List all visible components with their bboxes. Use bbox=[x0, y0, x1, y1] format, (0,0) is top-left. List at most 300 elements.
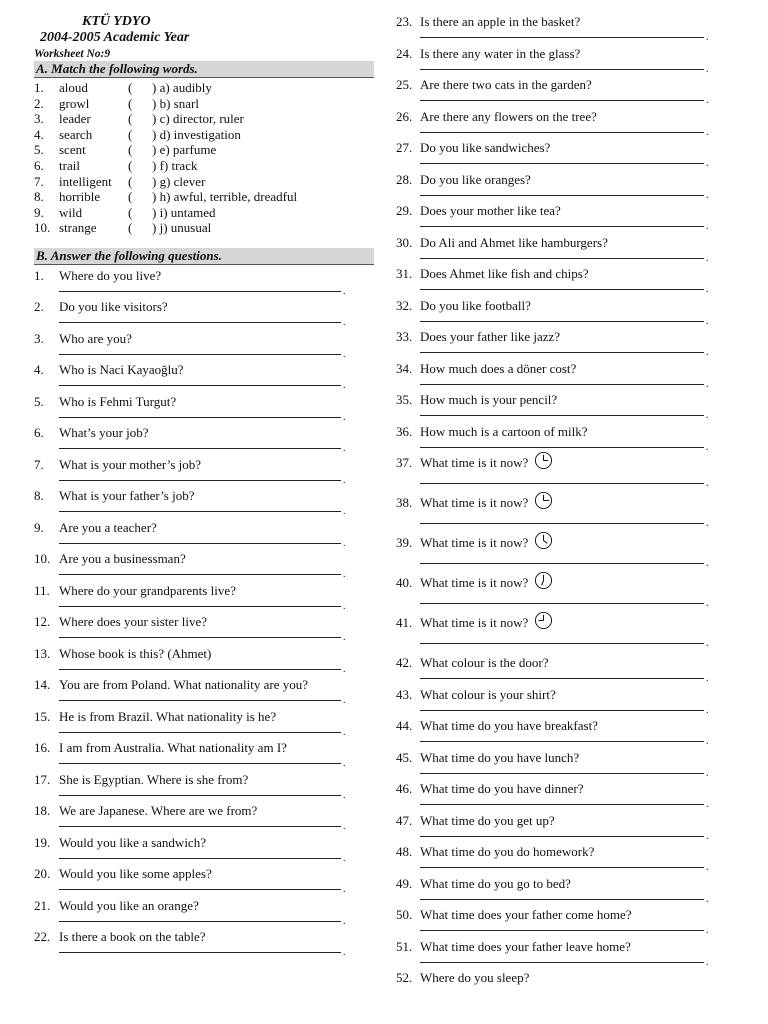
answer-period: . bbox=[343, 789, 346, 801]
answer-line[interactable] bbox=[420, 346, 712, 358]
match-number: 5. bbox=[34, 142, 44, 158]
match-blank[interactable]: ( bbox=[128, 157, 133, 173]
answer-line[interactable] bbox=[420, 477, 712, 489]
answer-period: . bbox=[706, 799, 709, 810]
question-number: 40. bbox=[396, 575, 413, 590]
answer-underline bbox=[59, 385, 341, 386]
question-number: 25. bbox=[396, 77, 413, 92]
question-item bbox=[396, 14, 716, 46]
question-text: What is your mother’s job? bbox=[59, 456, 202, 472]
question-item bbox=[396, 615, 716, 655]
match-word: aloud bbox=[59, 80, 88, 95]
answer-underline bbox=[420, 352, 704, 353]
question-item bbox=[396, 172, 716, 204]
answer-period: . bbox=[343, 506, 346, 518]
question-text: What is your father’s job? bbox=[59, 488, 195, 504]
answer-line[interactable] bbox=[420, 956, 712, 968]
answer-underline bbox=[420, 643, 704, 644]
question-text: How much does a döner cost? bbox=[420, 360, 577, 376]
question-item bbox=[396, 939, 716, 971]
answer-underline bbox=[420, 899, 704, 900]
answer-line[interactable] bbox=[420, 189, 712, 201]
answer-line[interactable] bbox=[420, 672, 712, 684]
question-item bbox=[34, 803, 374, 835]
question-number: 47. bbox=[396, 812, 413, 828]
match-word: search bbox=[59, 126, 93, 142]
answer-period: . bbox=[343, 348, 346, 360]
question-item bbox=[34, 457, 374, 489]
answer-period: . bbox=[343, 663, 346, 675]
answer-underline bbox=[420, 773, 704, 774]
clock-icon bbox=[534, 571, 553, 590]
question-text: What time is it now? bbox=[420, 615, 529, 630]
question-item bbox=[396, 495, 716, 535]
answer-period: . bbox=[706, 252, 709, 264]
answer-underline bbox=[420, 415, 704, 416]
answer-underline bbox=[59, 858, 341, 859]
answer-period: . bbox=[706, 830, 709, 842]
question-item bbox=[396, 718, 716, 750]
question-text: Is there a book on the table? bbox=[59, 929, 206, 945]
answer-line[interactable] bbox=[59, 694, 347, 707]
answer-line[interactable] bbox=[420, 31, 712, 43]
question-number: 24. bbox=[396, 45, 413, 61]
answer-period: . bbox=[706, 315, 709, 327]
question-item bbox=[34, 772, 374, 804]
answer-underline bbox=[420, 483, 704, 484]
match-number: 3. bbox=[34, 111, 44, 127]
question-number: 12. bbox=[34, 614, 51, 630]
question-item bbox=[396, 424, 716, 456]
question-text: Where do you live? bbox=[59, 267, 162, 283]
question-text: Would you like some apples? bbox=[59, 866, 212, 882]
answer-line[interactable] bbox=[59, 757, 347, 770]
question-item bbox=[396, 361, 716, 393]
answer-underline bbox=[59, 354, 341, 355]
question-text: Who is Fehmi Turgut? bbox=[59, 393, 177, 409]
question-item bbox=[396, 140, 716, 172]
match-blank[interactable]: ( bbox=[128, 126, 133, 142]
clock-icon bbox=[534, 611, 553, 630]
question-number: 32. bbox=[396, 297, 413, 313]
question-number: 41. bbox=[396, 615, 413, 630]
answer-underline bbox=[420, 69, 704, 70]
answer-underline bbox=[420, 563, 704, 564]
answer-period: . bbox=[343, 915, 346, 927]
match-number: 2. bbox=[34, 95, 44, 111]
question-number: 50. bbox=[396, 907, 413, 922]
question-number: 49. bbox=[396, 875, 413, 891]
question-item bbox=[34, 898, 374, 930]
question-text: Do you like oranges? bbox=[420, 171, 531, 187]
question-number: 1. bbox=[34, 267, 44, 283]
answer-underline bbox=[59, 543, 341, 544]
answer-line[interactable] bbox=[420, 893, 712, 905]
match-blank[interactable]: ( bbox=[128, 80, 133, 95]
question-number: 35. bbox=[396, 392, 413, 407]
question-item bbox=[34, 646, 374, 678]
question-text: What time do you have dinner? bbox=[420, 781, 584, 796]
question-item bbox=[34, 299, 374, 331]
question-list-left bbox=[34, 268, 374, 961]
answer-line[interactable] bbox=[420, 517, 712, 529]
question-item bbox=[34, 331, 374, 363]
question-item bbox=[34, 425, 374, 457]
answer-line[interactable] bbox=[59, 852, 347, 864]
answer-line[interactable] bbox=[420, 861, 712, 873]
question-text: I am from Australia. What nationality am I? bbox=[59, 740, 287, 756]
match-word: horrible bbox=[59, 189, 101, 205]
answer-period: . bbox=[706, 32, 709, 43]
question-number: 27. bbox=[396, 140, 413, 155]
answer-underline bbox=[420, 384, 704, 385]
answer-underline bbox=[420, 930, 704, 931]
answer-line[interactable] bbox=[59, 789, 347, 801]
match-row bbox=[34, 142, 374, 158]
answer-underline bbox=[420, 741, 704, 742]
answer-underline bbox=[59, 795, 341, 796]
question-text: How much is your pencil? bbox=[420, 392, 558, 407]
question-item bbox=[396, 535, 716, 575]
question-item bbox=[34, 866, 374, 898]
question-item bbox=[34, 614, 374, 646]
answer-line[interactable] bbox=[59, 379, 347, 392]
match-word: scent bbox=[59, 142, 86, 158]
answer-line[interactable] bbox=[59, 348, 347, 360]
match-definition: ) i) untamed bbox=[152, 204, 216, 220]
answer-period: . bbox=[706, 893, 709, 905]
answer-underline bbox=[420, 710, 704, 711]
question-number: 48. bbox=[396, 844, 413, 859]
answer-period: . bbox=[343, 600, 346, 612]
question-item bbox=[396, 876, 716, 908]
section-b bbox=[34, 248, 374, 961]
answer-underline bbox=[420, 37, 704, 38]
answer-underline bbox=[420, 962, 704, 963]
question-number: 18. bbox=[34, 803, 51, 819]
answer-line[interactable] bbox=[420, 597, 712, 609]
question-item bbox=[396, 298, 716, 330]
match-blank[interactable]: ( bbox=[128, 220, 133, 236]
match-row bbox=[34, 220, 374, 236]
match-word: intelligent bbox=[59, 173, 112, 189]
question-number: 37. bbox=[396, 455, 413, 470]
answer-period: . bbox=[343, 569, 346, 581]
answer-line[interactable] bbox=[420, 126, 712, 138]
question-text: Is there any water in the glass? bbox=[420, 45, 581, 61]
question-text: Would you like an orange? bbox=[59, 897, 199, 913]
question-item bbox=[34, 835, 374, 867]
answer-underline bbox=[59, 606, 341, 607]
answer-period: . bbox=[706, 189, 709, 201]
question-number: 29. bbox=[396, 203, 413, 218]
answer-line[interactable] bbox=[420, 924, 712, 936]
question-text: What time do you go to bed? bbox=[420, 875, 571, 891]
question-text: Who is Naci Kayaoğlu? bbox=[59, 362, 184, 378]
answer-underline bbox=[59, 669, 341, 670]
answer-period: . bbox=[343, 632, 346, 644]
answer-period: . bbox=[706, 558, 709, 569]
answer-period: . bbox=[706, 736, 709, 747]
question-item bbox=[396, 655, 716, 687]
match-blank[interactable]: ( bbox=[128, 173, 133, 189]
match-blank[interactable]: ( bbox=[128, 111, 133, 127]
match-row bbox=[34, 80, 374, 96]
question-text: Whose book is this? (Ahmet) bbox=[59, 645, 212, 661]
question-number: 30. bbox=[396, 234, 413, 250]
answer-line[interactable] bbox=[420, 637, 712, 649]
right-column bbox=[396, 14, 716, 1002]
answer-period: . bbox=[706, 673, 709, 684]
question-text: Where do you sleep? bbox=[420, 970, 530, 985]
question-text: Do you like visitors? bbox=[59, 299, 168, 315]
question-number: 46. bbox=[396, 781, 413, 796]
question-text: Who are you? bbox=[59, 330, 132, 346]
answer-underline bbox=[420, 678, 704, 679]
question-number: 5. bbox=[34, 393, 44, 409]
match-blank[interactable]: ( bbox=[128, 142, 133, 158]
question-item bbox=[396, 455, 716, 495]
question-number: 45. bbox=[396, 749, 413, 765]
question-item bbox=[396, 844, 716, 876]
clock-icon bbox=[534, 451, 553, 470]
answer-line[interactable] bbox=[59, 883, 347, 896]
answer-line[interactable] bbox=[59, 442, 347, 455]
answer-line[interactable] bbox=[59, 285, 347, 297]
question-text: Does your mother like tea? bbox=[420, 203, 561, 218]
match-row bbox=[34, 205, 374, 221]
question-number: 20. bbox=[34, 866, 51, 882]
answer-line[interactable] bbox=[420, 378, 712, 390]
answer-underline bbox=[420, 100, 704, 101]
answer-period: . bbox=[706, 478, 709, 489]
question-item bbox=[396, 392, 716, 424]
match-row bbox=[34, 189, 374, 205]
answer-period: . bbox=[706, 767, 709, 779]
answer-line[interactable] bbox=[59, 474, 347, 486]
match-blank[interactable]: ( bbox=[128, 204, 133, 220]
question-item bbox=[34, 929, 374, 961]
question-number: 28. bbox=[396, 171, 413, 187]
match-blank[interactable]: ( bbox=[128, 95, 133, 111]
match-word: leader bbox=[59, 111, 91, 127]
answer-line[interactable] bbox=[59, 915, 347, 927]
answer-underline bbox=[59, 574, 341, 575]
answer-underline bbox=[59, 511, 341, 512]
answer-period: . bbox=[706, 221, 709, 232]
answer-line[interactable] bbox=[420, 157, 712, 169]
answer-underline bbox=[59, 448, 341, 449]
answer-underline bbox=[420, 163, 704, 164]
answer-period: . bbox=[706, 862, 709, 873]
question-item bbox=[396, 575, 716, 615]
match-row bbox=[34, 111, 374, 127]
answer-period: . bbox=[343, 474, 346, 486]
answer-period: . bbox=[343, 285, 346, 297]
question-text: Do you like sandwiches? bbox=[420, 140, 551, 155]
answer-line[interactable] bbox=[420, 220, 712, 232]
answer-underline bbox=[59, 763, 341, 764]
answer-period: . bbox=[706, 441, 709, 453]
match-definition: ) f) track bbox=[152, 157, 198, 173]
answer-underline bbox=[59, 921, 341, 922]
question-text: What time is it now? bbox=[420, 455, 529, 470]
question-number: 21. bbox=[34, 897, 51, 913]
question-number: 44. bbox=[396, 718, 413, 733]
answer-period: . bbox=[343, 821, 346, 833]
question-number: 10. bbox=[34, 551, 51, 567]
question-item bbox=[34, 709, 374, 741]
answer-line[interactable] bbox=[59, 411, 347, 423]
match-number: 7. bbox=[34, 173, 44, 189]
match-row bbox=[34, 127, 374, 143]
answer-underline bbox=[420, 258, 704, 259]
match-definition: ) a) audibly bbox=[152, 80, 212, 95]
question-item bbox=[396, 77, 716, 109]
answer-underline bbox=[420, 289, 704, 290]
answer-line[interactable] bbox=[420, 409, 712, 421]
match-word: growl bbox=[59, 95, 90, 111]
match-definition: ) h) awful, terrible, dreadful bbox=[152, 189, 298, 205]
question-text: You are from Poland. What nationality are you? bbox=[59, 677, 308, 693]
question-item bbox=[34, 362, 374, 394]
answer-line[interactable] bbox=[420, 767, 712, 779]
answer-line[interactable] bbox=[59, 600, 347, 612]
question-text: We are Japanese. Where are we from? bbox=[59, 803, 258, 819]
match-row bbox=[34, 174, 374, 190]
answer-period: . bbox=[706, 63, 709, 75]
answer-underline bbox=[59, 480, 341, 481]
question-number: 38. bbox=[396, 495, 413, 510]
matching-list bbox=[34, 80, 374, 236]
match-definition: ) d) investigation bbox=[152, 126, 241, 142]
answer-underline bbox=[420, 523, 704, 524]
match-row bbox=[34, 158, 374, 174]
question-text: Are there any flowers on the tree? bbox=[420, 108, 597, 124]
answer-line[interactable] bbox=[59, 946, 347, 959]
question-text: Are you a businessman? bbox=[59, 551, 186, 567]
section-b-title: B. Answer the following questions. bbox=[34, 248, 374, 265]
match-definition: ) j) unusual bbox=[152, 220, 212, 236]
answer-period: . bbox=[343, 852, 346, 864]
answer-period: . bbox=[343, 537, 346, 549]
match-number: 10. bbox=[34, 220, 51, 236]
match-word: wild bbox=[59, 204, 83, 220]
answer-underline bbox=[59, 291, 341, 292]
answer-line[interactable] bbox=[420, 94, 712, 106]
answer-period: . bbox=[706, 598, 709, 609]
question-text: Does your father like jazz? bbox=[420, 329, 561, 344]
answer-line[interactable] bbox=[420, 441, 712, 453]
answer-line[interactable] bbox=[59, 505, 347, 518]
answer-line[interactable] bbox=[420, 798, 712, 810]
question-text: What time do you do homework? bbox=[420, 844, 595, 859]
question-number: 33. bbox=[396, 329, 413, 344]
answer-period: . bbox=[706, 95, 709, 106]
question-item bbox=[396, 907, 716, 939]
answer-line[interactable] bbox=[420, 704, 712, 716]
question-text: What’s your job? bbox=[59, 425, 149, 441]
answer-line[interactable] bbox=[420, 63, 712, 75]
institution-title: KTÜ YDYO bbox=[82, 14, 151, 29]
question-number: 31. bbox=[396, 266, 413, 281]
answer-line[interactable] bbox=[420, 252, 712, 264]
worksheet-number: Worksheet No:9 bbox=[34, 48, 111, 60]
answer-line[interactable] bbox=[59, 726, 347, 738]
answer-period: . bbox=[706, 518, 709, 529]
answer-underline bbox=[420, 804, 704, 805]
question-item bbox=[396, 687, 716, 719]
question-number: 43. bbox=[396, 686, 413, 702]
match-definition: ) e) parfume bbox=[152, 142, 217, 158]
question-number: 6. bbox=[34, 425, 44, 441]
question-number: 36. bbox=[396, 423, 413, 439]
match-number: 4. bbox=[34, 126, 44, 142]
answer-line[interactable] bbox=[420, 557, 712, 569]
answer-line[interactable] bbox=[420, 315, 712, 327]
answer-underline bbox=[420, 321, 704, 322]
question-text: She is Egyptian. Where is she from? bbox=[59, 771, 249, 787]
answer-period: . bbox=[343, 695, 346, 707]
answer-underline bbox=[59, 952, 341, 953]
answer-underline bbox=[420, 867, 704, 868]
question-item bbox=[34, 520, 374, 552]
match-blank[interactable]: ( bbox=[128, 189, 133, 205]
answer-line[interactable] bbox=[59, 663, 347, 675]
question-number: 4. bbox=[34, 362, 44, 378]
answer-line[interactable] bbox=[420, 283, 712, 295]
answer-line[interactable] bbox=[59, 316, 347, 329]
question-text: What time is it now? bbox=[420, 495, 529, 510]
question-text: Do you like football? bbox=[420, 297, 531, 313]
answer-line[interactable] bbox=[59, 537, 347, 549]
question-text: Is there an apple in the basket? bbox=[420, 14, 581, 29]
answer-line[interactable] bbox=[59, 820, 347, 833]
answer-period: . bbox=[343, 947, 346, 959]
answer-period: . bbox=[706, 378, 709, 390]
question-number: 26. bbox=[396, 108, 413, 124]
match-number: 1. bbox=[34, 80, 44, 95]
left-column bbox=[34, 14, 374, 961]
question-number: 13. bbox=[34, 645, 51, 661]
question-text: What time do you have breakfast? bbox=[420, 718, 598, 733]
answer-underline bbox=[59, 889, 341, 890]
question-item bbox=[396, 781, 716, 813]
answer-underline bbox=[59, 417, 341, 418]
question-item bbox=[396, 813, 716, 845]
question-text: What time does your father leave home? bbox=[420, 938, 631, 954]
answer-period: . bbox=[706, 704, 709, 716]
answer-line[interactable] bbox=[420, 735, 712, 747]
answer-underline bbox=[420, 836, 704, 837]
question-number: 22. bbox=[34, 929, 51, 945]
question-number: 3. bbox=[34, 330, 44, 346]
match-definition: ) c) director, ruler bbox=[152, 111, 244, 127]
question-number: 9. bbox=[34, 519, 44, 535]
section-a-title: A. Match the following words. bbox=[34, 61, 374, 78]
answer-underline bbox=[420, 447, 704, 448]
answer-line[interactable] bbox=[59, 631, 347, 644]
answer-line[interactable] bbox=[59, 568, 347, 581]
question-text: Where do your grandparents live? bbox=[59, 582, 236, 598]
question-text: What time do you have lunch? bbox=[420, 749, 580, 765]
question-number: 52. bbox=[396, 970, 413, 985]
clock-icon bbox=[534, 531, 553, 550]
question-item bbox=[396, 203, 716, 235]
answer-line[interactable] bbox=[420, 830, 712, 842]
question-text: Where does your sister live? bbox=[59, 614, 208, 630]
question-number: 23. bbox=[396, 14, 413, 29]
